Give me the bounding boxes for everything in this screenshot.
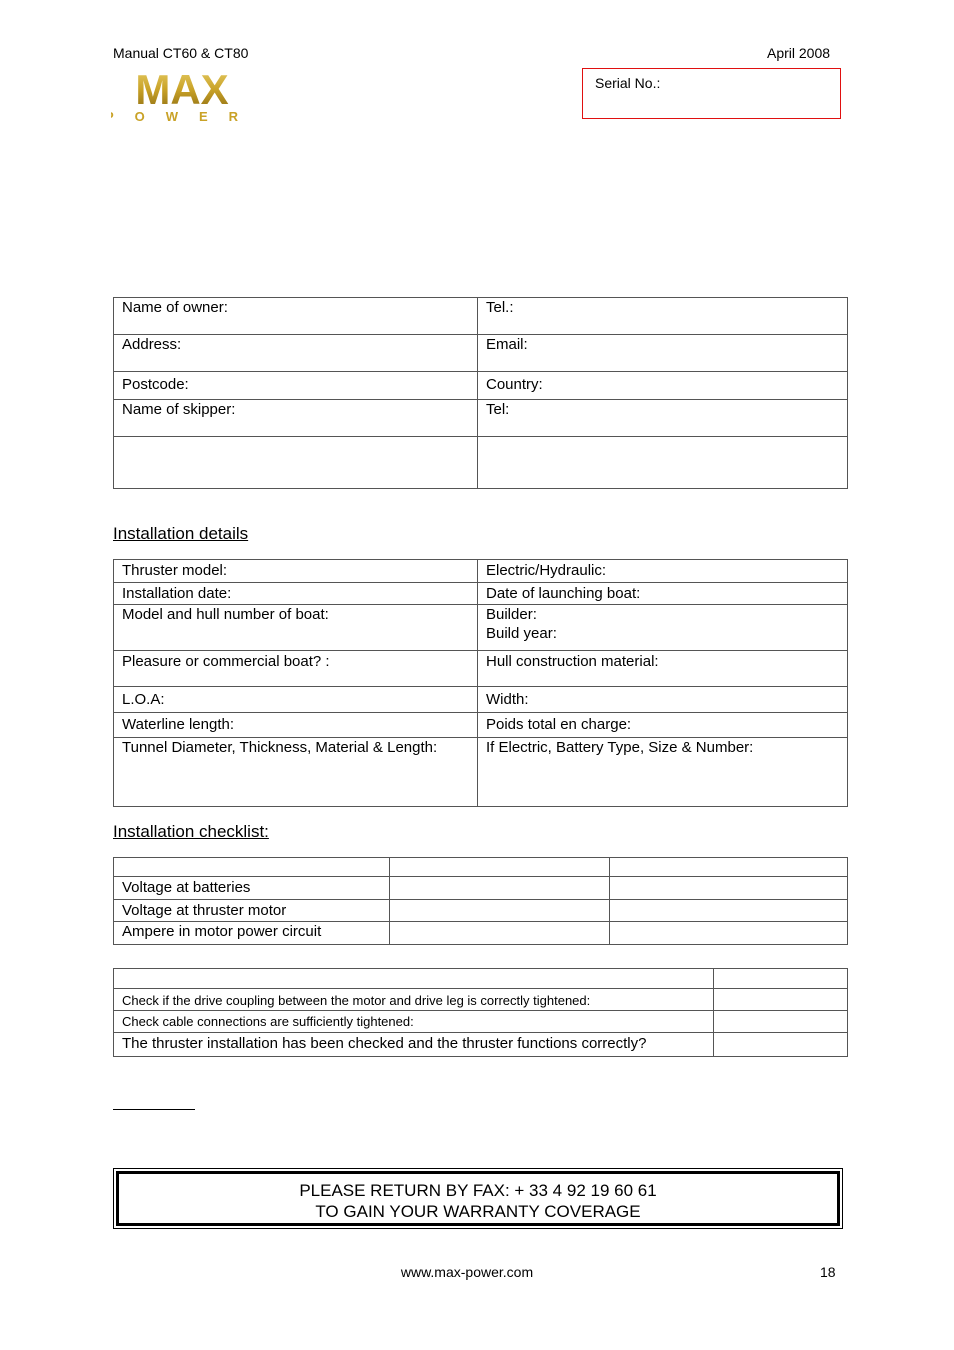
field-blank-right[interactable] <box>478 437 848 489</box>
max-power-logo <box>111 68 253 124</box>
field-owner-tel[interactable]: Tel.: <box>478 298 848 335</box>
field-width[interactable]: Width: <box>478 687 848 713</box>
measure-cell[interactable] <box>390 922 610 945</box>
page-number: 18 <box>820 1264 836 1280</box>
manual-title: Manual CT60 & CT80 <box>113 45 249 61</box>
installation-checklist-heading: Installation checklist: <box>113 822 269 841</box>
measure-label <box>114 858 390 877</box>
build-year-label: Build year: <box>486 625 557 642</box>
fax-notice-box <box>113 1168 843 1229</box>
verification-table <box>113 968 848 1057</box>
measure-cell[interactable] <box>390 877 610 900</box>
measure-cell[interactable] <box>610 858 848 877</box>
field-loa[interactable]: L.O.A: <box>114 687 478 713</box>
field-waterline-length[interactable]: Waterline length: <box>114 713 478 738</box>
field-thruster-model[interactable]: Thruster model: <box>114 560 478 583</box>
measure-cell[interactable] <box>610 922 848 945</box>
check-cell[interactable] <box>714 1033 848 1057</box>
field-email[interactable]: Email: <box>478 335 848 372</box>
field-skipper-name[interactable]: Name of skipper: <box>114 400 478 437</box>
check-cell[interactable] <box>714 989 848 1011</box>
document-date: April 2008 <box>767 45 831 61</box>
check-label: Check cable connections are sufficiently tightened: <box>114 1011 714 1033</box>
field-skipper-tel[interactable]: Tel: <box>478 400 848 437</box>
measure-label: Voltage at thruster motor <box>114 900 390 922</box>
field-launch-date[interactable]: Date of launching boat: <box>478 583 848 605</box>
footer-url[interactable]: www.max-power.com <box>400 1264 534 1280</box>
field-owner-name[interactable]: Name of owner: <box>114 298 478 335</box>
field-country[interactable]: Country: <box>478 372 848 400</box>
field-installation-date[interactable]: Installation date: <box>114 583 478 605</box>
check-cell[interactable] <box>714 969 848 989</box>
field-electric-hydraulic[interactable]: Electric/Hydraulic: <box>478 560 848 583</box>
check-label <box>114 969 714 989</box>
installation-details-heading: Installation details <box>113 524 249 543</box>
field-tunnel-specs[interactable]: Tunnel Diameter, Thickness, Material & Length: <box>114 738 478 807</box>
field-blank-left[interactable] <box>114 437 478 489</box>
field-hull-material[interactable]: Hull construction material: <box>478 651 848 687</box>
field-battery-specs[interactable]: If Electric, Battery Type, Size & Number: <box>478 738 848 807</box>
field-total-weight[interactable]: Poids total en charge: <box>478 713 848 738</box>
check-cell[interactable] <box>714 1011 848 1033</box>
field-builder-build-year[interactable] <box>478 605 848 651</box>
check-label: Check if the drive coupling between the motor and drive leg is correctly tightened: <box>114 989 714 1011</box>
check-label: The thruster installation has been checked and the thruster functions correctly? <box>114 1033 714 1057</box>
signature-rule <box>113 1109 195 1110</box>
logo-wordmark-power: POWER <box>111 109 253 124</box>
serial-label: Serial No.: <box>595 75 661 91</box>
serial-number-box[interactable] <box>582 68 841 119</box>
installation-details-table <box>113 559 848 807</box>
fax-notice-line2: TO GAIN YOUR WARRANTY COVERAGE <box>315 1202 641 1221</box>
measurements-table <box>113 857 848 945</box>
field-postcode[interactable]: Postcode: <box>114 372 478 400</box>
logo-wordmark-max: MAX <box>135 68 229 113</box>
measure-cell[interactable] <box>610 877 848 900</box>
field-pleasure-commercial[interactable]: Pleasure or commercial boat? : <box>114 651 478 687</box>
measure-cell[interactable] <box>390 900 610 922</box>
fax-notice-line1: PLEASE RETURN BY FAX: + 33 4 92 19 60 61 <box>299 1181 657 1200</box>
field-boat-model-hull[interactable]: Model and hull number of boat: <box>114 605 478 651</box>
measure-cell[interactable] <box>390 858 610 877</box>
owner-details-table <box>113 297 848 489</box>
measure-label: Voltage at batteries <box>114 877 390 900</box>
measure-label: Ampere in motor power circuit <box>114 922 390 945</box>
builder-label: Builder: <box>486 606 537 623</box>
measure-cell[interactable] <box>610 900 848 922</box>
field-address[interactable]: Address: <box>114 335 478 372</box>
